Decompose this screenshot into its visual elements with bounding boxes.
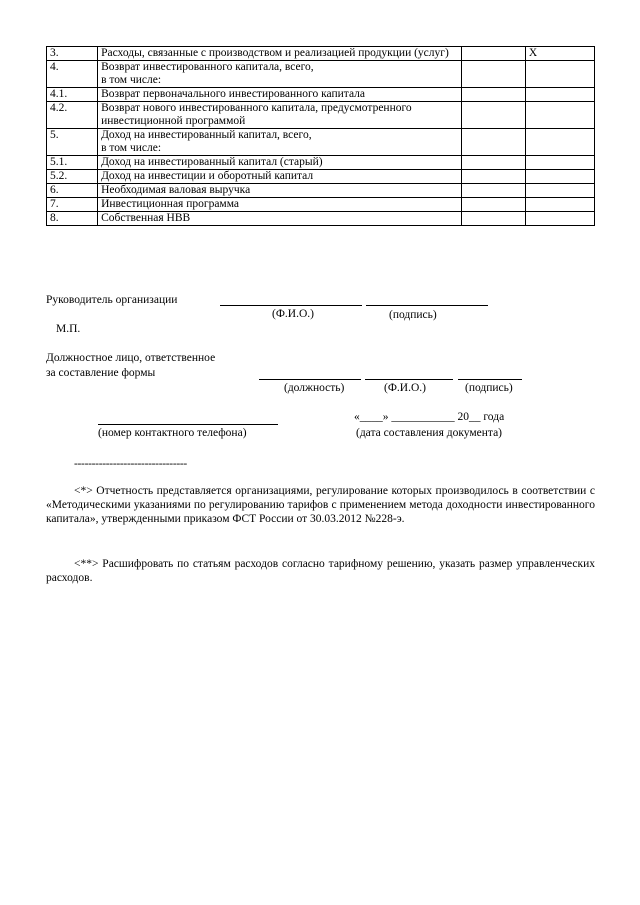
row-name: Инвестиционная программа: [98, 198, 462, 212]
row-value-b: [525, 156, 594, 170]
table-row: [47, 170, 595, 184]
row-value-b: [525, 88, 594, 102]
table-row: [47, 212, 595, 226]
table-row: [47, 184, 595, 198]
row-name: Возврат первоначального инвестированного капитала: [98, 88, 462, 102]
phone-line: [98, 424, 278, 425]
row-number: 5.: [47, 129, 98, 156]
table-row: [47, 88, 595, 102]
signature-line: [366, 305, 488, 306]
row-name: Собственная НВВ: [98, 212, 462, 226]
row-number: 3.: [47, 47, 98, 61]
footnote-1-text: <*> Отчетность представляется организациями, регулирование которых производилось в соответствии с «Методическими указаниями по регулированию тарифов с применением метода доходности инвестированного капитала», утвержденными приказом ФСТ России от 30.03.2012 №228-э.: [46, 484, 595, 525]
row-value-b: [525, 129, 594, 156]
row-value-a: [461, 184, 525, 198]
footnote-2-text: <**> Расшифровать по статьям расходов согласно тарифному решению, указать размер управленческих расходов.: [46, 557, 595, 584]
footnote-1: [46, 472, 595, 537]
table-row: [47, 102, 595, 129]
row-number: 8.: [47, 212, 98, 226]
position-line: [259, 379, 361, 380]
row-number: 4.2.: [47, 102, 98, 129]
row-value-a: [461, 198, 525, 212]
row-name: Доход на инвестиции и оборотный капитал: [98, 170, 462, 184]
head-label: Руководитель организации: [46, 294, 178, 306]
row-value-b: [525, 61, 594, 88]
row-value-b: [525, 184, 594, 198]
row-number: 5.2.: [47, 170, 98, 184]
row-name: Доход на инвестированный капитал, всего, в том числе:: [98, 129, 462, 156]
row-number: 4.1.: [47, 88, 98, 102]
row-value-a: [461, 61, 525, 88]
row-name: Необходимая валовая выручка: [98, 184, 462, 198]
footnote-2: [46, 545, 595, 596]
row-value-a: [461, 170, 525, 184]
row-value-b: [525, 102, 594, 129]
row-value-a: [461, 212, 525, 226]
fio-caption-2: (Ф.И.О.): [384, 382, 426, 394]
row-value-a: [461, 47, 525, 61]
table-row: [47, 129, 595, 156]
position-caption: (должность): [284, 382, 345, 394]
row-name: Расходы, связанные с производством и реализацией продукции (услуг): [98, 47, 462, 61]
date-caption: (дата составления документа): [356, 427, 503, 439]
fio-line-2: [365, 379, 453, 380]
signature-caption-2: (подпись): [465, 382, 513, 394]
row-value-a: [461, 156, 525, 170]
row-value-b: [525, 170, 594, 184]
fio-caption: (Ф.И.О.): [272, 308, 314, 320]
signature-line-2: [458, 379, 522, 380]
row-number: 6.: [47, 184, 98, 198]
row-name: Возврат инвестированного капитала, всего, в том числе:: [98, 61, 462, 88]
row-value-a: [461, 129, 525, 156]
date-line: «____» ___________ 20__ года: [354, 411, 505, 423]
table-row: [47, 47, 595, 61]
table-row: [47, 198, 595, 212]
row-number: 5.1.: [47, 156, 98, 170]
row-value-b: [525, 198, 594, 212]
phone-caption: (номер контактного телефона): [98, 427, 247, 439]
row-value-a: [461, 88, 525, 102]
indicators-table: [46, 46, 595, 226]
row-name: Доход на инвестированный капитал (старый): [98, 156, 462, 170]
stamp-mark: М.П.: [56, 323, 81, 335]
row-number: 4.: [47, 61, 98, 88]
responsible-label-line1: Должностное лицо, ответственное: [46, 352, 216, 364]
table-row: [47, 61, 595, 88]
row-value-a: [461, 102, 525, 129]
table-row: [47, 156, 595, 170]
indicators-table-body: [47, 47, 595, 226]
row-number: 7.: [47, 198, 98, 212]
responsible-label-line2: за составление формы: [46, 367, 156, 379]
row-value-b: [525, 212, 594, 226]
signature-caption: (подпись): [389, 309, 437, 321]
row-value-b: X: [525, 47, 594, 61]
fio-line: [220, 305, 362, 306]
notes-separator: --------------------------------: [74, 458, 187, 470]
row-name: Возврат нового инвестированного капитала, предусмотренного инвестиционной программой: [98, 102, 462, 129]
